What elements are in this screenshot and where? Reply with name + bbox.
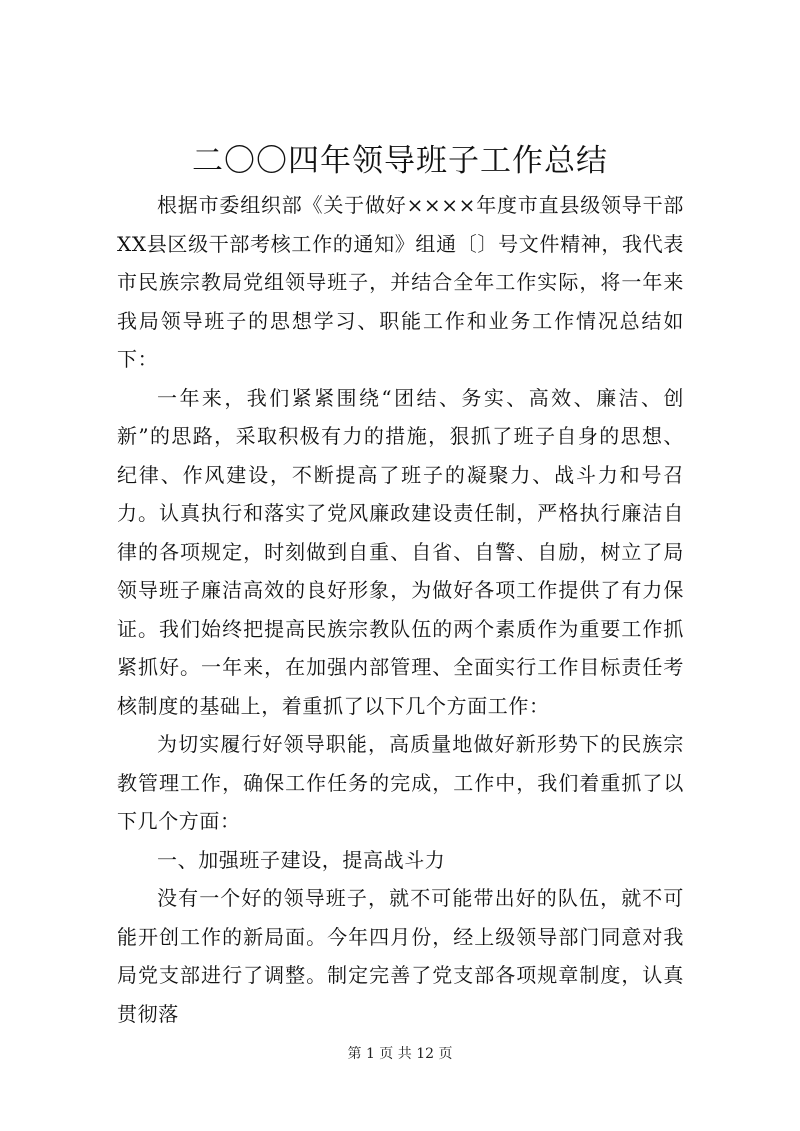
paragraph-section-1: 没有一个好的领导班子，就不可能带出好的队伍，就不可能开创工作的新局面。今年四月份，经上级领导部门同意对我局党支部进行了调整。制定完善了党支部各项规章制度，认真贯彻落 — [117, 886, 684, 1026]
paragraph-overview: 一年来，我们紧紧围绕“团结、务实、高效、廉洁、创新”的思路，采取积极有力的措施，狠抓了班子自身的思想、纪律、作风建设，不断提高了班子的凝聚力、战斗力和号召力。认真执行和落实了党风廉政建设责任制，严格执行廉洁自律的各项规定，时刻做到自重、自省、自警、自励，树立了局领导班子廉洁高效的良好形象，为做好各项工作提供了有力保证。我们始终把提高民族宗教队伍的两个素质作为重要工作抓紧抓好。一年来，在加强内部管理、全面实行工作目标责任考核制度的基础上，着重抓了以下几个方面工作： — [117, 385, 684, 718]
document-title: 二〇〇四年领导班子工作总结 — [192, 143, 608, 179]
paragraph-duties: 为切实履行好领导职能，高质量地做好新形势下的民族宗教管理工作，确保工作任务的完成，工作中，我们着重抓了以下几个方面： — [117, 732, 684, 833]
document-body — [117, 186, 684, 1033]
page-number-footer: 第 1 页 共 12 页 — [347, 1046, 453, 1062]
section-heading-1: 一、加强班子建设，提高战斗力 — [157, 847, 446, 872]
paragraph-intro: 根据市委组织部《关于做好××××年度市直县级领导干部XX县区级干部考核工作的通知》组通〔〕号文件精神，我代表市民族宗教局党组领导班子，并结合全年工作实际，将一年来我局领导班子的思想学习、职能工作和业务工作情况总结如下： — [117, 193, 684, 371]
